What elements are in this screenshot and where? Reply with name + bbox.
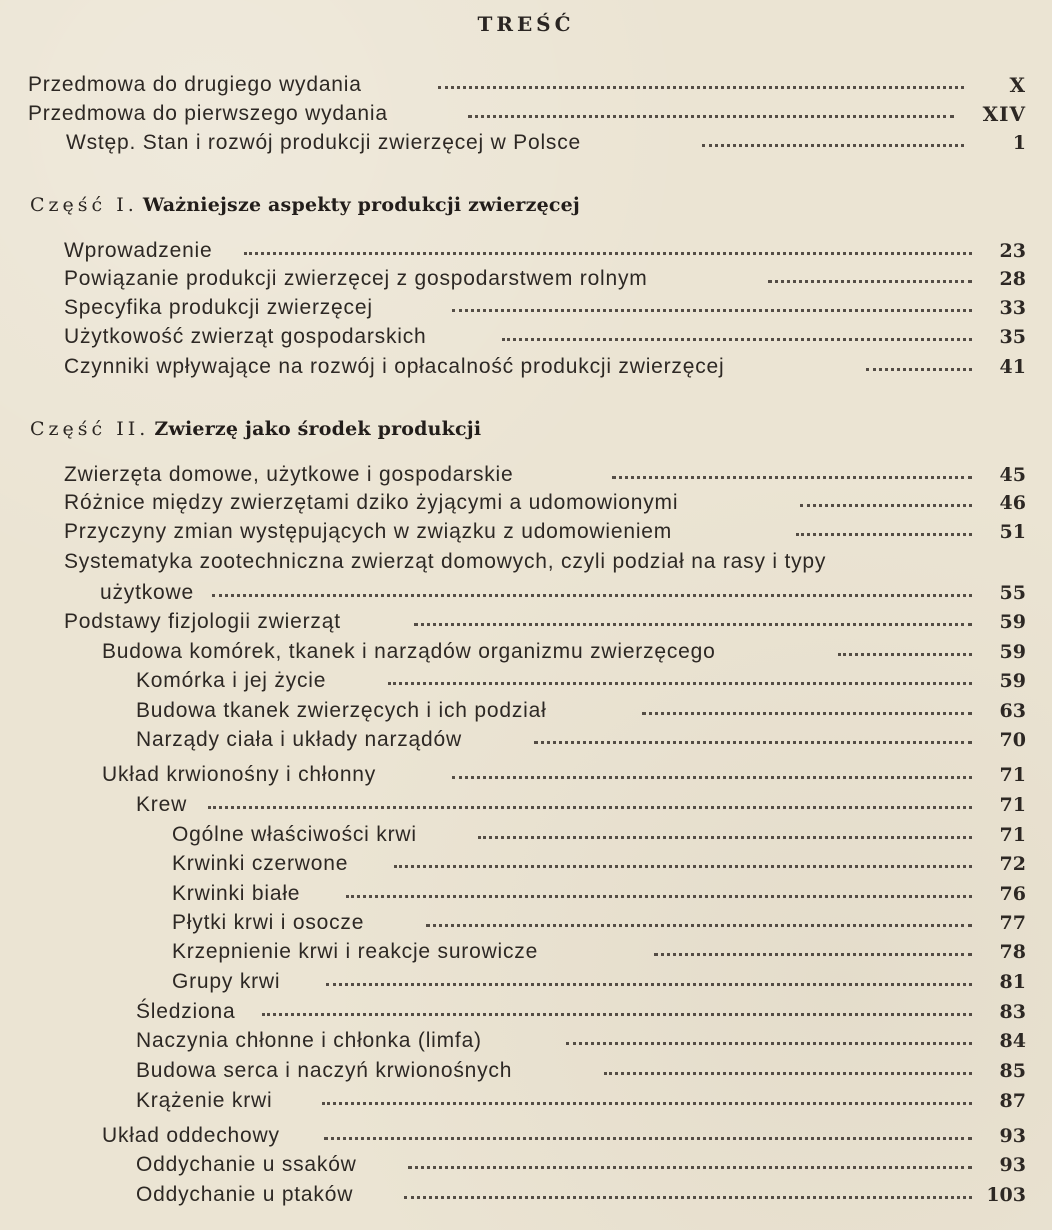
leader-dots bbox=[426, 908, 972, 938]
toc-entry-label: Budowa tkanek zwierzęcych i ich podział bbox=[136, 699, 547, 722]
toc-entry-page: 76 bbox=[999, 883, 1026, 905]
toc-entry-label: Płytki krwi i osocze bbox=[172, 911, 365, 934]
toc-entry-page: 85 bbox=[999, 1060, 1026, 1082]
leader-dots bbox=[324, 1121, 972, 1151]
toc-entry-page: 71 bbox=[999, 794, 1026, 816]
leader-dots bbox=[612, 460, 972, 490]
toc-entry-page: 103 bbox=[986, 1184, 1026, 1206]
toc-entry-label: Krzepnienie krwi i reakcje surowicze bbox=[172, 940, 539, 963]
toc-entry bbox=[0, 820, 1052, 850]
toc-entry-label: Krwinki białe bbox=[172, 882, 301, 905]
toc-entry bbox=[0, 293, 1052, 323]
toc-entry-label: Różnice między zwierzętami dziko żyjącymi a udomowionymi bbox=[64, 491, 679, 514]
toc-entry-label: Czynniki wpływające na rozwój i opłacalność produkcji zwierzęcej bbox=[64, 355, 725, 378]
leader-dots bbox=[408, 1150, 972, 1180]
toc-entry-page: X bbox=[1009, 73, 1026, 97]
toc-entry-label: Układ krwionośny i chłonny bbox=[102, 763, 377, 786]
leader-dots bbox=[388, 666, 972, 696]
leader-dots bbox=[566, 1026, 972, 1056]
leader-dots bbox=[394, 849, 972, 879]
toc-entry-label: Komórka i jej życie bbox=[136, 669, 327, 692]
toc-entry-page: 93 bbox=[999, 1154, 1026, 1176]
toc-entry-label: Ogólne właściwości krwi bbox=[172, 823, 417, 846]
toc-entry-page: 81 bbox=[999, 971, 1026, 993]
toc-entry-page: 71 bbox=[999, 824, 1026, 846]
toc-entry-page: 46 bbox=[999, 492, 1026, 514]
toc-entry bbox=[0, 607, 1052, 637]
leader-dots bbox=[404, 1180, 972, 1210]
toc-entry-page: XIV bbox=[982, 102, 1026, 126]
toc-entry bbox=[0, 352, 1052, 382]
toc-entry-label: Oddychanie u ssaków bbox=[136, 1153, 357, 1176]
leader-dots bbox=[438, 70, 964, 100]
toc-entry bbox=[0, 128, 1052, 158]
toc-entry bbox=[0, 997, 1052, 1027]
leader-dots bbox=[262, 997, 972, 1027]
toc-entry-label: Budowa komórek, tkanek i narządów organizmu zwierzęcego bbox=[102, 640, 716, 663]
toc-entry-label: Śledziona bbox=[136, 1000, 236, 1023]
toc-entry bbox=[0, 1086, 1052, 1116]
toc-entry-label: Systematyka zootechniczna zwierząt domowych, czyli podział na rasy i typy bbox=[64, 550, 827, 573]
part-prefix: Część II. bbox=[30, 418, 150, 440]
toc-entry-page: 1 bbox=[1012, 132, 1026, 154]
toc-entry-page: 28 bbox=[999, 268, 1026, 290]
part-prefix: Część I. bbox=[30, 194, 138, 216]
toc-entry-page: 84 bbox=[999, 1030, 1026, 1052]
toc-entry-label: Oddychanie u ptaków bbox=[136, 1183, 354, 1206]
toc-entry-label: Przyczyny zmian występujących w związku z udomowieniem bbox=[64, 520, 673, 543]
leader-dots bbox=[244, 236, 972, 266]
leader-dots bbox=[322, 1086, 972, 1116]
toc-entry bbox=[0, 760, 1052, 790]
toc-entry bbox=[0, 879, 1052, 909]
toc-entry-page: 59 bbox=[999, 670, 1026, 692]
toc-entry-page: 59 bbox=[999, 641, 1026, 663]
toc-entry bbox=[0, 547, 1052, 577]
part-heading bbox=[30, 190, 930, 220]
toc-entry bbox=[0, 967, 1052, 997]
toc-entry-page: 23 bbox=[999, 240, 1026, 262]
toc-entry bbox=[0, 1056, 1052, 1086]
toc-entry-page: 83 bbox=[999, 1001, 1026, 1023]
toc-entry bbox=[0, 1121, 1052, 1151]
toc-entry-label: użytkowe bbox=[100, 581, 194, 604]
toc-entry-label: Narządy ciała i układy narządów bbox=[136, 728, 462, 751]
leader-dots bbox=[468, 99, 954, 129]
toc-entry-label: Krążenie krwi bbox=[136, 1089, 273, 1112]
leader-dots bbox=[208, 790, 972, 820]
leader-dots bbox=[346, 879, 972, 909]
toc-entry-label: Budowa serca i naczyń krwionośnych bbox=[136, 1059, 513, 1082]
toc-entry bbox=[0, 488, 1052, 518]
part-heading bbox=[30, 414, 930, 444]
toc-entry bbox=[0, 637, 1052, 667]
toc-entry bbox=[0, 264, 1052, 294]
toc-entry-label: Wstęp. Stan i rozwój produkcji zwierzęcej w Polsce bbox=[66, 131, 582, 154]
toc-entry bbox=[0, 849, 1052, 879]
toc-entry bbox=[0, 1150, 1052, 1180]
leader-dots bbox=[702, 128, 964, 158]
toc-entry-label: Grupy krwi bbox=[172, 970, 281, 993]
toc-entry-label: Podstawy fizjologii zwierząt bbox=[64, 610, 341, 633]
leader-dots bbox=[478, 820, 972, 850]
part-title: Zwierzę jako środek produkcji bbox=[154, 418, 482, 440]
toc-entry-label: Użytkowość zwierząt gospodarskich bbox=[64, 325, 427, 348]
toc-entry-page: 78 bbox=[999, 941, 1026, 963]
toc-entry-page: 59 bbox=[999, 611, 1026, 633]
toc-entry-page: 63 bbox=[999, 700, 1026, 722]
toc-entry-label: Krwinki czerwone bbox=[172, 852, 349, 875]
toc-entry-page: 41 bbox=[999, 356, 1026, 378]
toc-entry-label: Specyfika produkcji zwierzęcej bbox=[64, 296, 373, 319]
toc-entry-label: Krew bbox=[136, 793, 188, 816]
toc-entry bbox=[0, 99, 1052, 129]
toc-entry bbox=[0, 790, 1052, 820]
toc-entry-page: 45 bbox=[999, 464, 1026, 486]
leader-dots bbox=[452, 293, 972, 323]
toc-entry-label: Przedmowa do pierwszego wydania bbox=[28, 102, 388, 125]
toc-entry bbox=[0, 236, 1052, 266]
toc-entry bbox=[0, 517, 1052, 547]
toc-entry bbox=[0, 578, 1052, 608]
toc-entry bbox=[0, 460, 1052, 490]
toc-entry bbox=[0, 908, 1052, 938]
toc-entry-page: 93 bbox=[999, 1125, 1026, 1147]
toc-entry-label: Zwierzęta domowe, użytkowe i gospodarskie bbox=[64, 463, 514, 486]
leader-dots bbox=[502, 322, 972, 352]
toc-entry-page: 51 bbox=[999, 521, 1026, 543]
leader-dots bbox=[534, 725, 972, 755]
toc-entry-page: 72 bbox=[999, 853, 1026, 875]
toc-entry bbox=[0, 696, 1052, 726]
toc-entry bbox=[0, 70, 1052, 100]
toc-entry bbox=[0, 1180, 1052, 1210]
toc-entry-page: 33 bbox=[999, 297, 1026, 319]
leader-dots bbox=[604, 1056, 972, 1086]
toc-entry bbox=[0, 1026, 1052, 1056]
toc-entry bbox=[0, 937, 1052, 967]
toc-entry-label: Naczynia chłonne i chłonka (limfa) bbox=[136, 1029, 482, 1052]
leader-dots bbox=[414, 607, 972, 637]
part-title: Ważniejsze aspekty produkcji zwierzęcej bbox=[142, 194, 581, 216]
toc-entry-page: 70 bbox=[999, 729, 1026, 751]
toc-entry-page: 35 bbox=[999, 326, 1026, 348]
toc-entry bbox=[0, 725, 1052, 755]
toc-entry bbox=[0, 666, 1052, 696]
toc-entry-page: 71 bbox=[999, 764, 1026, 786]
toc-entry-label: Przedmowa do drugiego wydania bbox=[28, 73, 362, 96]
toc-entry-label: Wprowadzenie bbox=[64, 239, 213, 262]
toc-entry-label: Układ oddechowy bbox=[102, 1124, 280, 1147]
page-title: TREŚĆ bbox=[477, 12, 575, 36]
leader-dots bbox=[452, 760, 972, 790]
leader-dots bbox=[654, 937, 972, 967]
toc-entry-page: 77 bbox=[999, 912, 1026, 934]
leader-dots bbox=[642, 696, 972, 726]
toc-entry-label: Powiązanie produkcji zwierzęcej z gospodarstwem rolnym bbox=[64, 267, 648, 290]
toc-entry bbox=[0, 322, 1052, 352]
toc-entry-page: 87 bbox=[999, 1090, 1026, 1112]
leader-dots bbox=[326, 967, 972, 997]
leader-dots bbox=[212, 578, 972, 608]
toc-entry-page: 55 bbox=[999, 582, 1026, 604]
